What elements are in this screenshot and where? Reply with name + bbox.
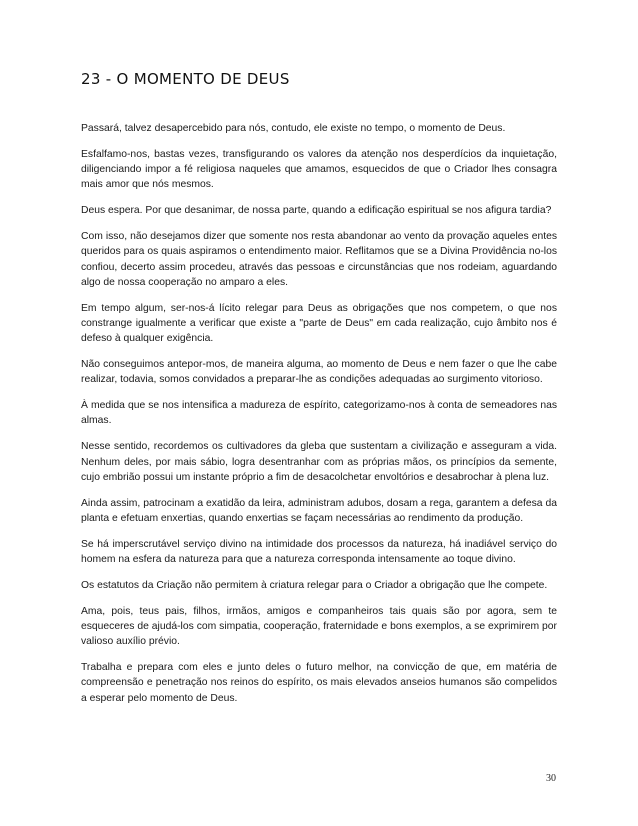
paragraph-12: Ama, pois, teus pais, filhos, irmãos, amigos e companheiros tais quais são por agora, sem te esqueceres de ajudá-los com simpatia, cooperação, fraternidade e bons exemplos, a se exprimirem por valioso auxílio prévio. xyxy=(81,605,557,648)
page-number: 30 xyxy=(546,773,556,784)
paragraph-8: Nesse sentido, recordemos os cultivadores da gleba que sustentam a civilização e asseguram a vida. Nenhum deles, por mais sábio, logra desentranhar com as próprias mãos, os princípios da semente, cujo embrião possui um instante próprio a fim de desacolchetar envoltórios e desabrochar à plena luz. xyxy=(81,441,557,483)
paragraph-1: Passará, talvez desapercebido para nós, contudo, ele existe no tempo, o momento de Deus. xyxy=(81,123,506,134)
paragraph-6: Não conseguimos antepor-mos, de maneira alguma, ao momento de Deus e nem fazer o que lhe cabe realizar, todavia, somos convidados a preparar-lhe as condições adequadas ao surgimento vitorioso. xyxy=(81,359,557,386)
paragraph-3: Deus espera. Por que desanimar, de nossa parte, quando a edificação espiritual se nos afigura tardia? xyxy=(81,205,552,217)
paragraph-5: Em tempo algum, ser-nos-á lícito relegar para Deus as obrigações que nos competem, o que nos constrange igualmente a verificar que existe a "parte de Deus" em cada realização, cujo âmbito nos é defeso à qualquer exigência. xyxy=(81,302,557,345)
paragraph-11: Os estatutos da Criação não permitem à criatura relegar para o Criador a obrigação que lhe compete. xyxy=(81,579,548,591)
paragraph-10: Se há imperscrutável serviço divino na intimidade dos processos da natureza, há inadiável serviço do homem na esfera da natureza para que a natureza corresponda intensamente ao toque divino. xyxy=(81,538,557,566)
paragraph-2: Esfalfamo-nos, bastas vezes, transfigurando os valores da atenção nos desperdícios da inquietação, diligenciando impor a fé religiosa naqueles que amamos, esquecidos de que o Criador lhes consagra mais amor que nós mesmos. xyxy=(81,148,557,191)
paragraph-13: Trabalha e prepara com eles e junto deles o futuro melhor, na convicção de que, em matéria de compreensão e penetração nos reinos do espírito, os mais elevados anseios humanos são compelidos a esperar pelo momento de Deus. xyxy=(81,662,557,704)
paragraph-4: Com isso, não desejamos dizer que somente nos resta abandonar ao vento da provação aqueles entes queridos para os quais aspiramos o entendimento maior. Reflitamos que se a Divina Providência no-los confiou, decerto assim procedeu, através das pessoas e circunstâncias que nos rodeiam, aguardando algo de nossa cooperação no amparo a eles. xyxy=(81,230,557,288)
page-title: 23 - O MOMENTO DE DEUS xyxy=(81,70,290,88)
paragraph-7: À medida que se nos intensifica a madureza de espírito, categorizamo-nos à conta de semeadores nas almas. xyxy=(81,400,557,427)
paragraph-9: Ainda assim, patrocinam a exatidão da leira, administram adubos, dosam a rega, garantem a defesa da planta e efetuam enxertias, quando enxertias se façam necessárias ao rendimento da produção. xyxy=(81,497,557,524)
document-body xyxy=(81,121,557,716)
